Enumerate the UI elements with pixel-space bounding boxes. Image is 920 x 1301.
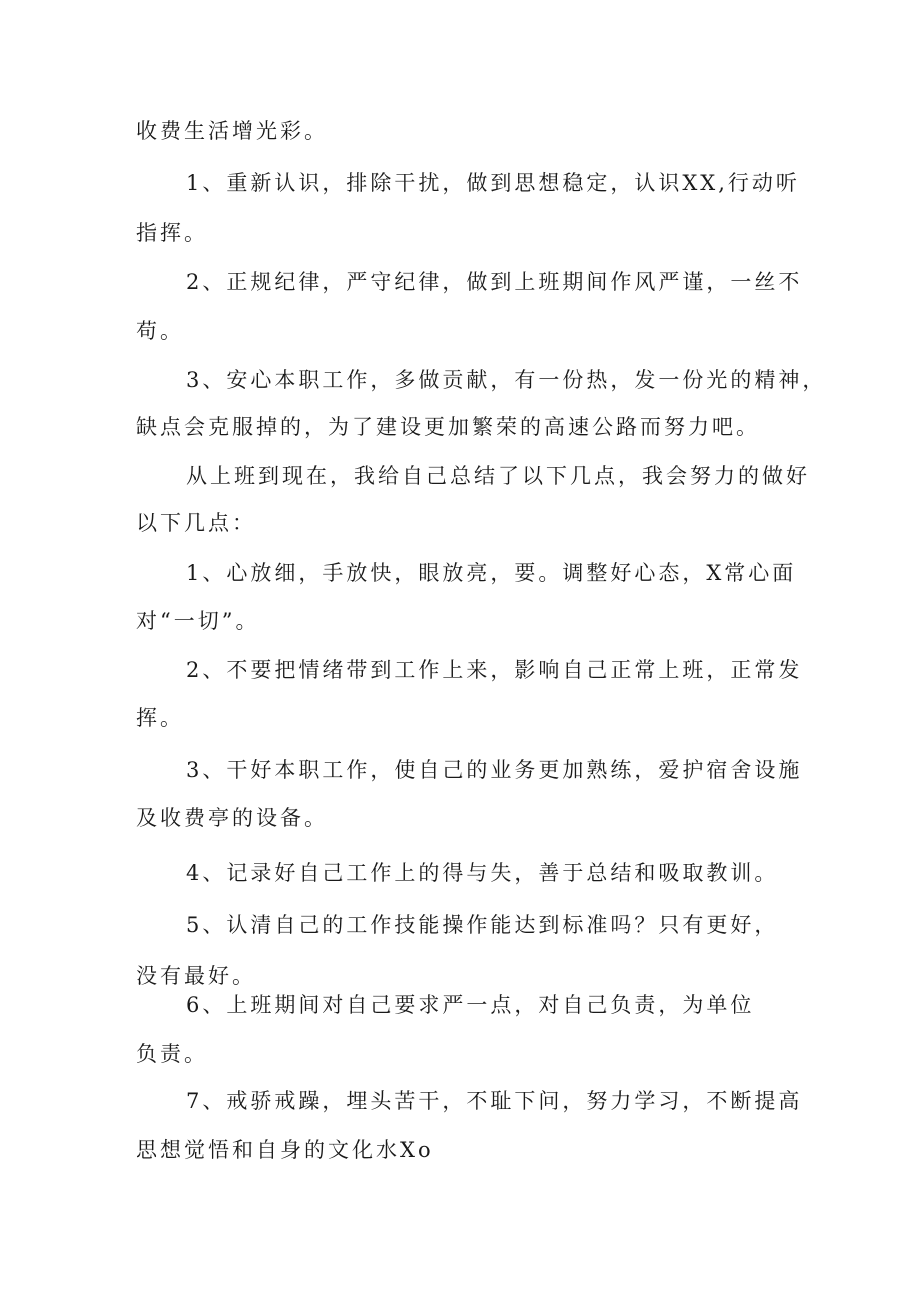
text-line: 2、不要把情绪带到工作上来，影响自己正常上班，正常发	[186, 658, 803, 682]
text-line: 从上班到现在，我给自己总结了以下几点，我会努力的做好	[186, 464, 810, 488]
text-line: 负责。	[136, 1042, 208, 1066]
text-line: 1、重新认识，排除干扰，做到思想稳定，认识XX,行动听	[186, 171, 800, 195]
text-line: 2、正规纪律，严守纪律，做到上班期间作风严谨，一丝不	[186, 270, 803, 294]
text-line: 缺点会克服掉的，为了建设更加繁荣的高速公路而努力吧。	[136, 415, 760, 439]
text-line: 6、上班期间对自己要求严一点，对自己负责，为单位	[186, 993, 755, 1017]
text-line: 7、戒骄戒躁，埋头苦干，不耻下问，努力学习，不断提高	[186, 1089, 803, 1113]
text-line: 没有最好。	[136, 964, 256, 988]
text-line: 挥。	[136, 706, 184, 730]
text-line: 苟。	[136, 319, 184, 343]
text-line: 4、记录好自己工作上的得与失，善于总结和吸取教训。	[186, 861, 779, 885]
text-line: 对“一切”。	[136, 609, 260, 633]
text-line: 以下几点：	[136, 511, 256, 535]
text-line: 1、心放细，手放快，眼放亮，要。调整好心态，X常心面	[186, 561, 797, 585]
text-line: 及收费亭的设备。	[136, 806, 328, 830]
text-line: 3、安心本职工作，多做贡献，有一份热，发一份光的精神，	[186, 368, 827, 392]
text-line: 5、认清自己的工作技能操作能达到标准吗？只有更好，	[186, 913, 779, 937]
text-line: 思想觉悟和自身的文化水Xo	[136, 1138, 434, 1162]
text-line: 3、干好本职工作，使自己的业务更加熟练，爱护宿舍设施	[186, 758, 803, 782]
text-line: 收费生活增光彩。	[136, 119, 328, 143]
text-line: 指挥。	[136, 221, 208, 245]
